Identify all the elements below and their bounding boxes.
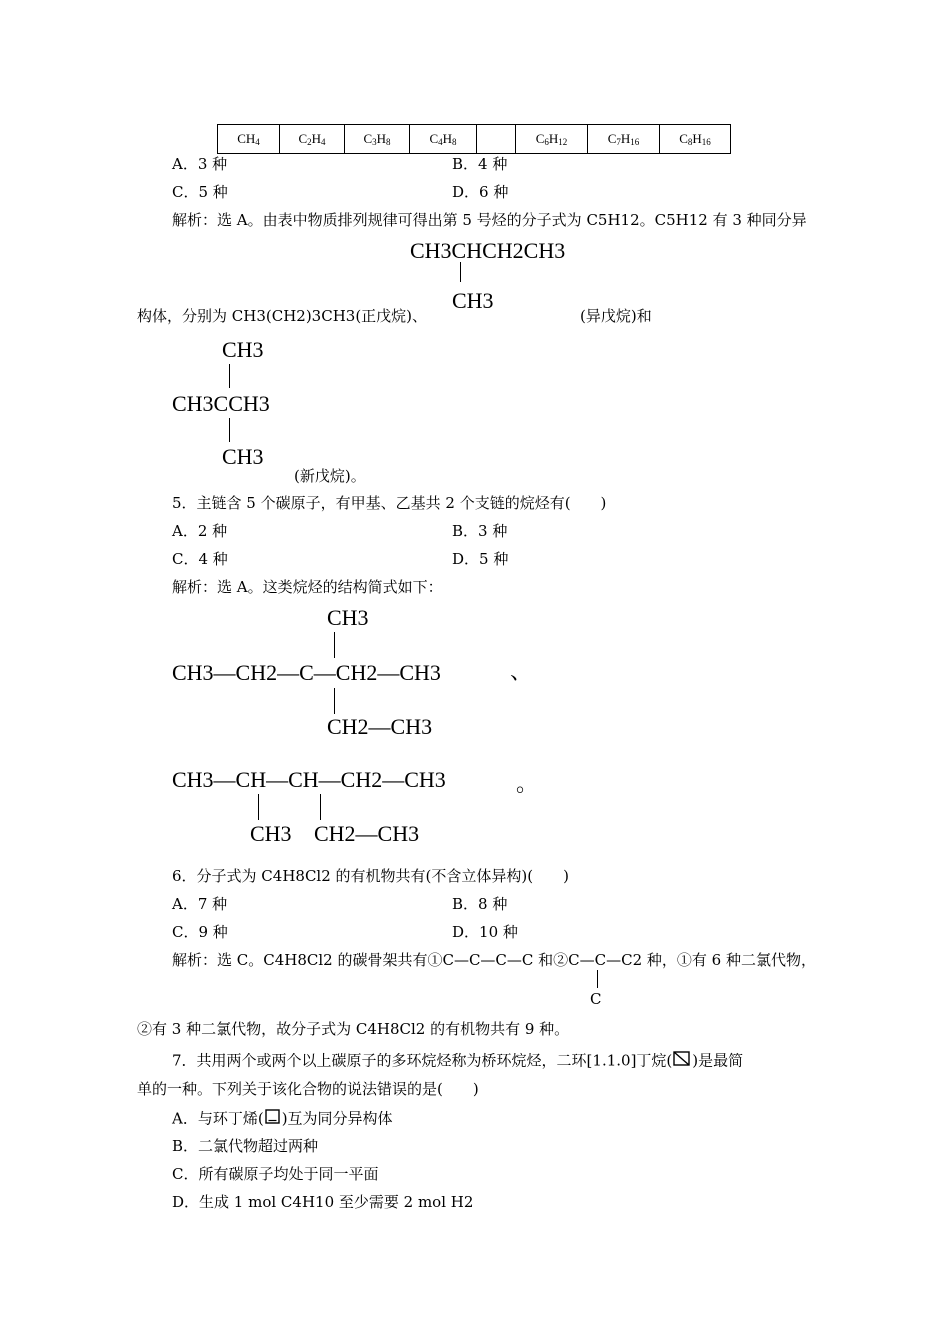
isopentane-main-chain: CH3CHCH2CH3 <box>410 238 566 263</box>
bond-line <box>229 418 230 442</box>
option-b: B．4 种 <box>452 155 508 173</box>
option-c: C．9 种 <box>172 923 228 941</box>
skeleton-branch-carbon: C <box>590 990 602 1008</box>
analysis-text: 解析：选 A。由表中物质排列规律可得出第 5 号烃的分子式为 C5H12。C5H12 有 3 种同分异 <box>172 211 807 229</box>
structure1-bottom: CH2—CH3 <box>327 714 433 739</box>
question-stem: 6．分子式为 C4H8Cl2 的有机物共有(不含立体异构)( ) <box>172 867 569 885</box>
neopentane-top: CH3 <box>222 337 264 362</box>
table-cell: $C_6H_{12}$ <box>516 125 588 154</box>
bond-line <box>597 970 598 988</box>
option-d: D．6 种 <box>452 183 509 201</box>
neopentane-bottom: CH3 <box>222 444 264 469</box>
analysis-text: 解析：选 C。C4H8Cl2 的碳骨架共有①C—C—C—C 和②C—C—C2 种，①有 6 种二氯代物， <box>172 951 816 969</box>
option-c: C．所有碳原子均处于同一平面 <box>172 1165 379 1183</box>
question-stem: 单的一种。下列关于该化合物的说法错误的是( ) <box>137 1080 479 1098</box>
isopentane-branch: CH3 <box>452 288 494 313</box>
analysis-text: (新戊烷)。 <box>294 467 366 485</box>
table-cell: $C_3H_8$ <box>345 125 410 154</box>
table-cell-empty <box>477 125 516 154</box>
table-cell: $C_8H_{16}$ <box>660 125 731 154</box>
option-d: D．生成 1 mol C4H10 至少需要 2 mol H2 <box>172 1193 474 1211</box>
question-stem: 7．共用两个或两个以上碳原子的多环烷烃称为桥环烷烃，二环[1.1.0]丁烷( )是最简 <box>172 1050 743 1073</box>
option-a: A．3 种 <box>172 155 228 173</box>
structure1-main-chain: CH3—CH2—C—CH2—CH3 <box>172 660 441 685</box>
option-a: A．2 种 <box>172 522 228 540</box>
analysis-text: 解析：选 A。这类烷烃的结构简式如下： <box>172 578 443 596</box>
separator: 、 <box>510 660 533 685</box>
option-d: D．5 种 <box>452 550 509 568</box>
bond-line <box>334 632 335 658</box>
analysis-text: 构体，分别为 CH3(CH2)3CH3(正戊烷)、 <box>137 307 428 325</box>
bond-line <box>334 688 335 714</box>
table-cell: $C_7H_{16}$ <box>588 125 660 154</box>
option-b: B．3 种 <box>452 522 508 540</box>
bicyclobutane-icon <box>672 1050 692 1073</box>
bond-line <box>258 794 259 820</box>
question-stem: 5．主链含 5 个碳原子，有甲基、乙基共 2 个支链的烷烃有( ) <box>172 494 607 512</box>
option-c: C．5 种 <box>172 183 228 201</box>
skeleton-center-carbon: C <box>594 951 607 969</box>
cyclobutene-icon <box>264 1108 282 1131</box>
bond-line <box>229 364 230 388</box>
option-b: B．8 种 <box>452 895 508 913</box>
option-a: A．与环丁烯( )互为同分异构体 <box>172 1108 393 1131</box>
formula-table <box>217 124 731 154</box>
structure1-top: CH3 <box>327 605 369 630</box>
option-d: D．10 种 <box>452 923 518 941</box>
structure2-main-chain: CH3—CH—CH—CH2—CH3 <box>172 767 446 792</box>
option-a: A．7 种 <box>172 895 228 913</box>
analysis-text: ②有 3 种二氯代物，故分子式为 C4H8Cl2 的有机物共有 9 种。 <box>137 1020 570 1038</box>
bond-line <box>320 794 321 820</box>
bond-line <box>460 262 461 282</box>
structure2-branch-methyl: CH3 <box>250 821 292 846</box>
structure2-branch-ethyl: CH2—CH3 <box>314 821 420 846</box>
table-cell: $CH_4$ <box>218 125 280 154</box>
option-b: B．二氯代物超过两种 <box>172 1137 319 1155</box>
neopentane-middle: CH3CCH3 <box>172 391 270 416</box>
analysis-text: (异戊烷)和 <box>580 307 652 325</box>
table-cell: $C_2H_4$ <box>280 125 345 154</box>
option-c: C．4 种 <box>172 550 228 568</box>
table-cell: $C_4H_8$ <box>410 125 477 154</box>
period: 。 <box>516 772 539 797</box>
